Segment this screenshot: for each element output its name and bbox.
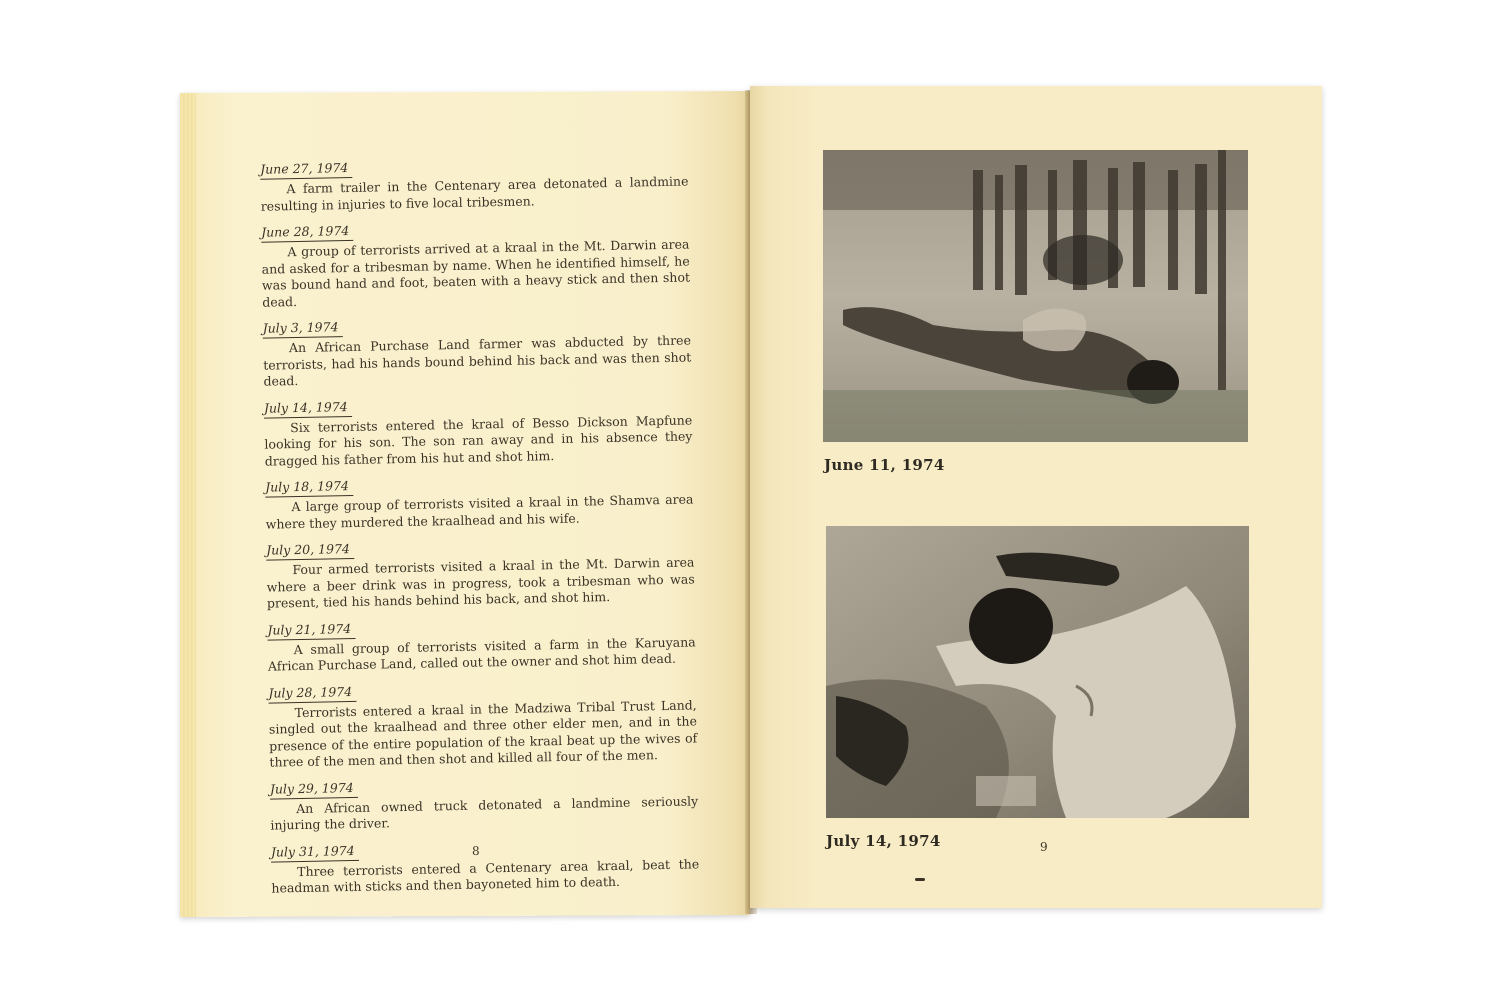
incident-text: A group of terrorists arrived at a kraal in the Mt. Darwin area and asked for a tribesman by name. When he identified himself, he was bound hand and foot, beaten with a heavy stick and then shot dead.	[261, 236, 691, 310]
photo-june-11	[823, 150, 1248, 442]
incident-date: July 28, 1974	[268, 683, 356, 703]
incident-entry	[271, 833, 700, 897]
incident-entry	[265, 468, 694, 532]
incident-text: An African owned truck detonated a landmine seriously injuring the driver.	[270, 792, 699, 833]
incident-date: June 28, 1974	[261, 223, 353, 243]
incident-date: July 20, 1974	[266, 541, 354, 561]
incident-entry	[268, 674, 697, 771]
open-booklet	[180, 86, 1322, 916]
incident-entry	[262, 309, 691, 390]
left-page	[180, 91, 750, 917]
incident-date: July 29, 1974	[270, 779, 358, 799]
photo-july-14	[826, 526, 1249, 818]
photo-june-11-image	[823, 150, 1248, 442]
page-number-left: 8	[472, 843, 480, 858]
incident-text: A large group of terrorists visited a kraal in the Shamva area where they murdered the kraalhead and his wife.	[265, 491, 694, 532]
photo-caption: June 11, 1974	[824, 456, 945, 474]
incident-date: June 27, 1974	[260, 160, 352, 180]
incident-list	[260, 150, 700, 904]
incident-text: Four armed terrorists visited a kraal in the Mt. Darwin area where a beer drink was in progress, took a tribesman who was present, tied his hands behind his back, and shot him.	[266, 554, 695, 611]
incident-entry	[264, 389, 693, 470]
incident-entry	[266, 531, 695, 612]
incident-entry	[260, 150, 689, 214]
incident-date: July 31, 1974	[271, 842, 359, 862]
incident-text: Terrorists entered a kraal in the Madziwa Tribal Trust Land, singled out the kraalhead and three other elder men, and in the presence of the entire population of the kraal beat up the wives of three of the men and then shot and killed all four of the men.	[268, 696, 698, 770]
incident-entry	[270, 770, 699, 834]
incident-text: An African Purchase Land farmer was abducted by three terrorists, had his hands bound behind his back and was then shot dead.	[263, 332, 692, 389]
incident-date: July 14, 1974	[264, 398, 352, 418]
photo-caption: July 14, 1974	[826, 832, 941, 850]
incident-text: Three terrorists entered a Centenary area kraal, beat the headman with sticks and then bayoneted him to death.	[271, 855, 700, 896]
incident-text: A farm trailer in the Centenary area detonated a landmine resulting in injuries to five local tribesmen.	[260, 173, 689, 214]
right-page	[750, 86, 1322, 908]
photo-july-14-image	[826, 526, 1249, 818]
incident-date: July 21, 1974	[267, 620, 355, 640]
page-number-right: 9	[1040, 840, 1048, 854]
incident-text: A small group of terrorists visited a farm in the Karuyana African Purchase Land, called out the owner and shot him dead.	[267, 633, 696, 674]
incident-date: July 18, 1974	[265, 478, 353, 498]
incident-entry	[261, 213, 690, 310]
page-edge-stack	[180, 93, 196, 917]
incident-text: Six terrorists entered the kraal of Besso Dickson Mapfune looking for his son. The son ran away and in his absence they dragged his father from his hut and shot him.	[264, 411, 693, 469]
incident-date: July 3, 1974	[263, 319, 343, 339]
incident-entry	[267, 611, 696, 675]
print-mark	[915, 878, 925, 881]
